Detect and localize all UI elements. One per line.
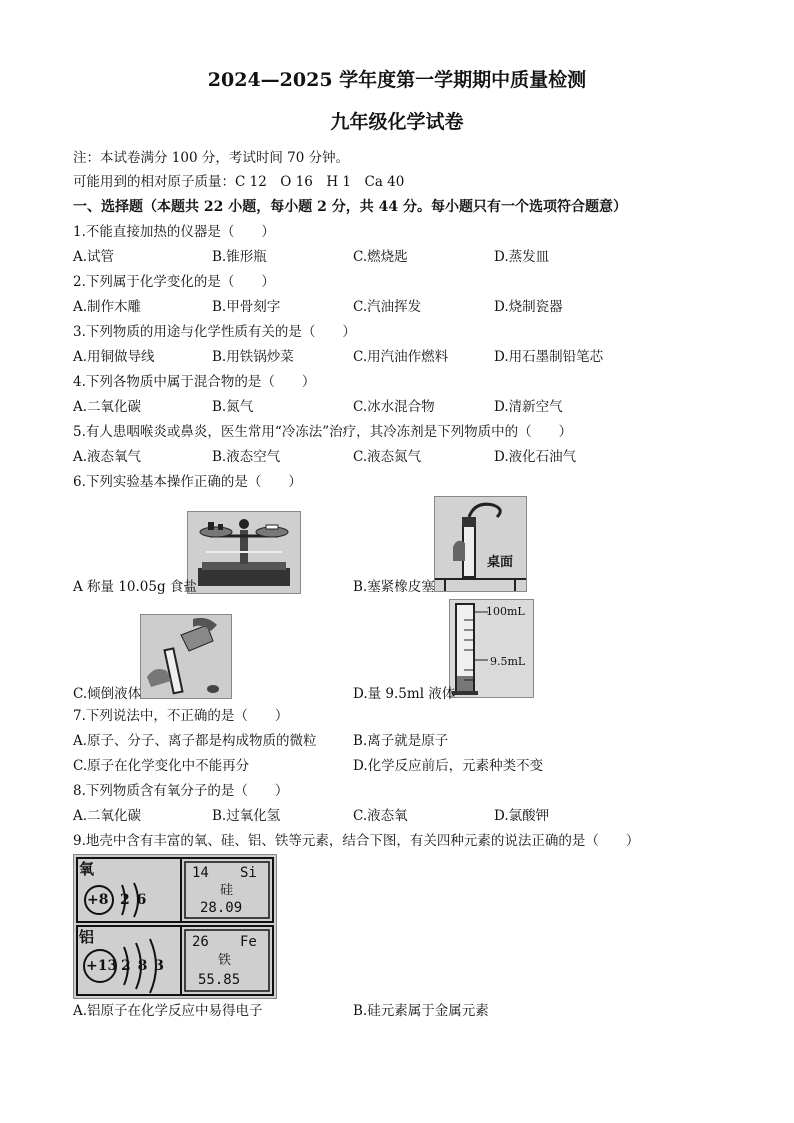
option-b: B.离子就是原子 bbox=[353, 733, 449, 749]
silicon-name: 硅 bbox=[220, 883, 234, 898]
option-a: A.用铜做导线 bbox=[73, 349, 155, 365]
question-stem: 8.下列物质含有氧分子的是（ ） bbox=[73, 783, 289, 799]
option-a: A.制作木雕 bbox=[73, 299, 142, 315]
option-a: A.二氧化碳 bbox=[73, 399, 142, 415]
balance-image bbox=[187, 511, 301, 594]
silicon-number: 14 bbox=[192, 865, 209, 881]
option-c: C.汽油挥发 bbox=[353, 299, 422, 315]
section-heading: 一、选择题（本题共 22 小题，每小题 2 分，共 44 分。每小题只有一个选项符合题意） bbox=[73, 199, 627, 215]
option-c: C.冰水混合物 bbox=[353, 399, 435, 415]
option-b: B.过氧化氢 bbox=[212, 808, 281, 824]
desk-label: 桌面 bbox=[487, 555, 514, 570]
option-a: A.二氧化碳 bbox=[73, 808, 142, 824]
option-c: C.燃烧匙 bbox=[353, 249, 408, 265]
question-stem: 5.有人患咽喉炎或鼻炎，医生常用“冷冻法”治疗，其冷冻剂是下列物质中的（ ） bbox=[73, 424, 573, 440]
oxygen-nucleus: +8 bbox=[87, 892, 109, 908]
option-d: D.液化石油气 bbox=[494, 449, 577, 465]
option-a: A 称量 10.05g 食盐 bbox=[73, 579, 197, 595]
option-a: A.铝原子在化学反应中易得电子 bbox=[73, 1003, 263, 1019]
option-d: D.用石墨制铅笔芯 bbox=[494, 349, 604, 365]
option-d: D.氯酸钾 bbox=[494, 808, 550, 824]
aluminum-shells: 2 8 3 bbox=[121, 958, 165, 974]
option-b: B.锥形瓶 bbox=[212, 249, 267, 265]
iron-symbol: Fe bbox=[240, 934, 257, 950]
option-b: B.用铁锅炒菜 bbox=[212, 349, 294, 365]
option-d: D.化学反应前后，元素种类不变 bbox=[353, 758, 544, 774]
exam-note: 注：本试卷满分 100 分，考试时间 70 分钟。 bbox=[73, 150, 350, 166]
option-c: C.用汽油作燃料 bbox=[353, 349, 449, 365]
cylinder-95-label: 9.5mL bbox=[490, 655, 526, 668]
question-stem: 9.地壳中含有丰富的氧、硅、铝、铁等元素，结合下图，有关四种元素的说法正确的是（ ） bbox=[73, 833, 640, 849]
cylinder-100-label: 100mL bbox=[486, 605, 525, 618]
silicon-symbol: Si bbox=[240, 865, 257, 881]
question-stem: 1.不能直接加热的仪器是（ ） bbox=[73, 224, 275, 240]
silicon-mass: 28.09 bbox=[200, 900, 243, 916]
option-c: C.液态氮气 bbox=[353, 449, 422, 465]
question-stem: 4.下列各物质中属于混合物的是（ ） bbox=[73, 374, 316, 390]
iron-mass: 55.85 bbox=[198, 972, 241, 988]
pouring-image bbox=[140, 614, 232, 699]
option-c: C.液态氧 bbox=[353, 808, 408, 824]
option-a: A.液态氧气 bbox=[73, 449, 142, 465]
question-stem: 3.下列物质的用途与化学性质有关的是（ ） bbox=[73, 324, 356, 340]
cylinder-image bbox=[449, 599, 534, 698]
option-c: C.倾倒液体 bbox=[73, 686, 142, 702]
page-subtitle: 九年级化学试卷 bbox=[330, 111, 464, 133]
aluminum-name: 铝 bbox=[79, 928, 95, 946]
option-a: A.试管 bbox=[73, 249, 115, 265]
question-stem: 7.下列说法中，不正确的是（ ） bbox=[73, 708, 289, 724]
option-d: D.量 9.5ml 液体 bbox=[353, 686, 456, 702]
option-c: C.原子在化学变化中不能再分 bbox=[73, 758, 250, 774]
option-d: D.烧制瓷器 bbox=[494, 299, 563, 315]
iron-number: 26 bbox=[192, 934, 209, 950]
iron-name: 铁 bbox=[218, 953, 232, 968]
element-figure bbox=[73, 854, 277, 999]
option-b: B.塞紧橡皮塞 bbox=[353, 579, 435, 595]
page-title: 2024—2025 学年度第一学期期中质量检测 bbox=[207, 69, 587, 91]
option-b: B.硅元素属于金属元素 bbox=[353, 1003, 489, 1019]
option-a: A.原子、分子、离子都是构成物质的微粒 bbox=[73, 733, 317, 749]
option-d: D.清新空气 bbox=[494, 399, 563, 415]
atomic-masses: 可能用到的相对原子质量：C 12 O 16 H 1 Ca 40 bbox=[73, 174, 405, 190]
option-b: B.液态空气 bbox=[212, 449, 281, 465]
oxygen-name: 氧 bbox=[79, 860, 95, 878]
option-b: B.氮气 bbox=[212, 399, 254, 415]
question-stem: 2.下列属于化学变化的是（ ） bbox=[73, 274, 275, 290]
question-stem: 6.下列实验基本操作正确的是（ ） bbox=[73, 474, 302, 490]
oxygen-shells: 2 6 bbox=[120, 892, 148, 908]
option-b: B.甲骨刻字 bbox=[212, 299, 281, 315]
option-d: D.蒸发皿 bbox=[494, 249, 550, 265]
aluminum-nucleus: +13 bbox=[86, 958, 118, 974]
stopper-image bbox=[434, 496, 527, 592]
